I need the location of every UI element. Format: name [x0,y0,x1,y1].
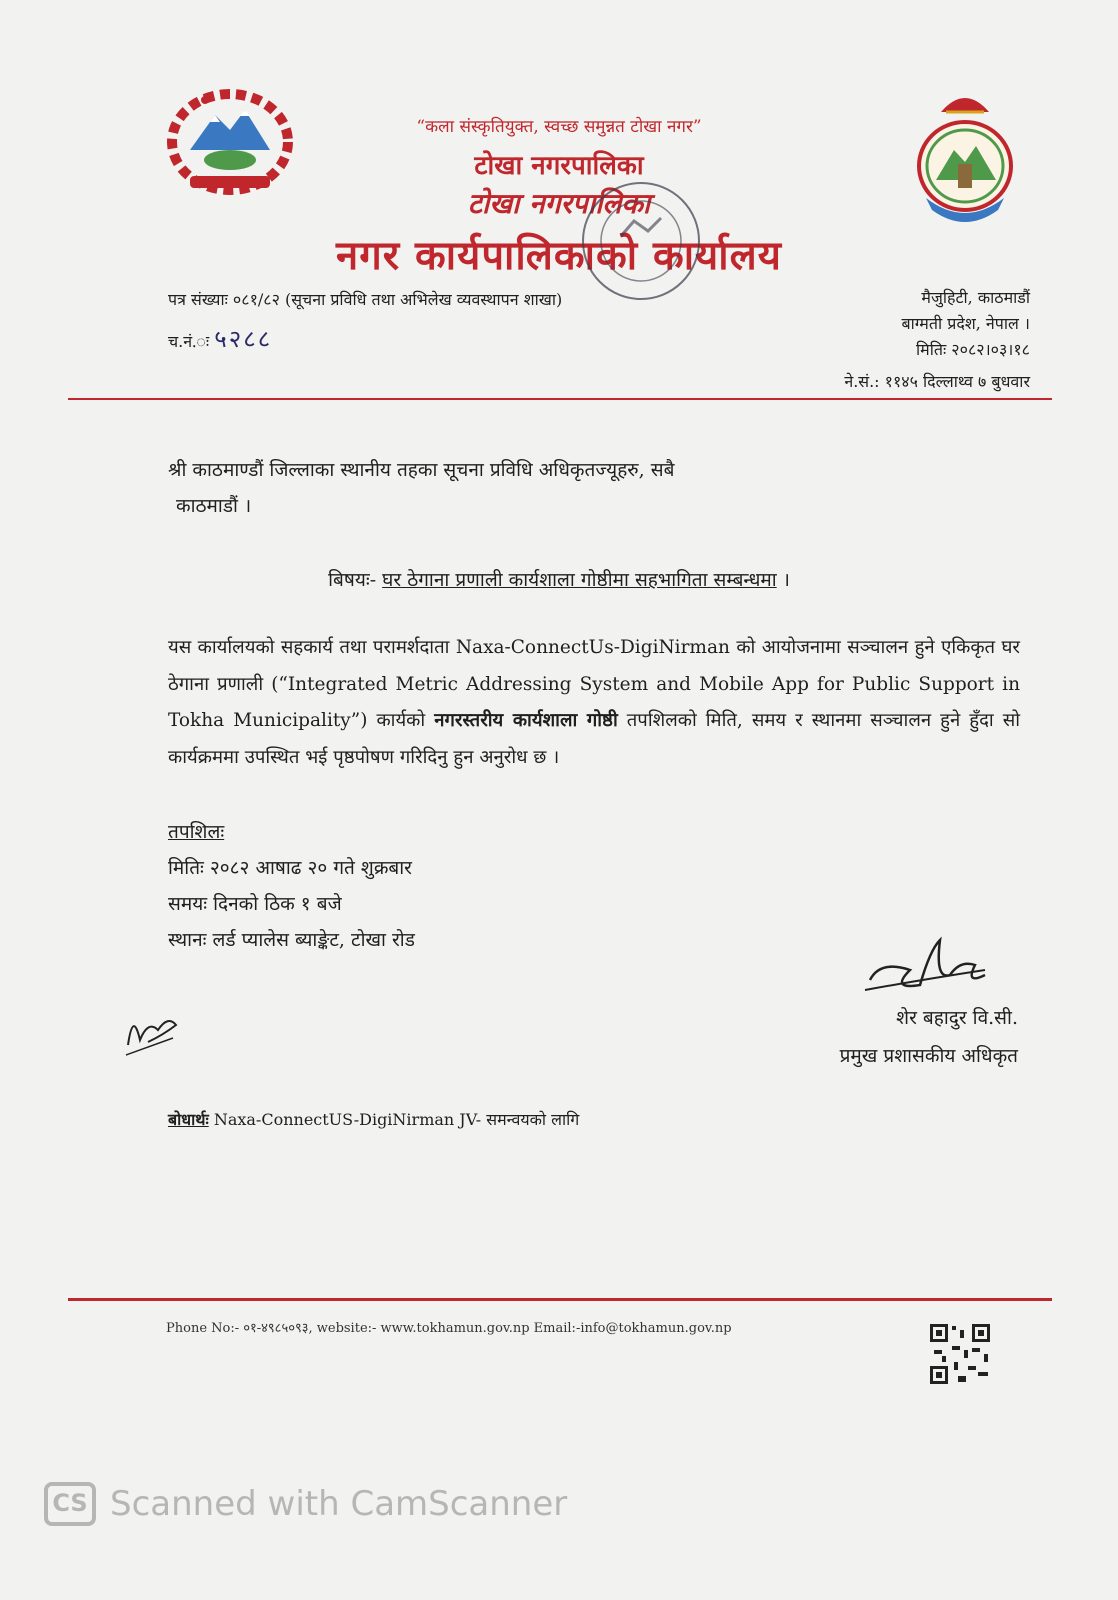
camscanner-logo-icon: CS [44,1482,96,1526]
official-stamp-icon [576,176,706,306]
details-heading: तपशिलः [168,821,225,843]
office-title: नगर कार्यपालिकाको कार्यालय [336,232,782,279]
municipality-slogan: “कला संस्कृतियुक्त, स्वच्छ समुन्नत टोखा नगर” [416,117,702,137]
office-address-line1: मैजुहिटी, काठमाडौं [921,288,1030,307]
signer-name: शेर बहादुर वि.सी. [896,1007,1018,1029]
subject-line [0,566,1118,592]
qr-code-icon [928,1322,992,1386]
nepal-sambat-date: ने.सं.: ११४५ दिल्लाथ्व ७ बुधवार [844,372,1030,391]
paragraph-bold-text: नगरस्तरीय कार्यशाला गोष्ठी [434,710,618,731]
subject-label: बिषयः- [328,569,377,591]
addressee-line2: काठमाडौं । [176,495,252,517]
cc-text: Naxa-ConnectUS-DigiNirman JV- समन्वयको लागि [213,1110,580,1129]
office-address-line2: बाग्मती प्रदेश, नेपाल । [901,314,1030,333]
subject-end: । [782,569,790,591]
footer-divider [68,1298,1052,1301]
dispatch-number: ५२८८ [214,325,273,353]
paragraph-text-part2: तपशिलको मिति, समय र स्थानमा सञ्चालन हुने हुँदा सो कार्यक्रममा उपस्थित भई पृष्ठपोषण गरिदिनु हुन अनुरोध छ । [168,710,1020,768]
paragraph-text-part1: यस कार्यालयको सहकार्य तथा परामर्शदाता Naxa-ConnectUs-DigiNirman को आयोजनामा सञ्चालन हुने एकिकृत घर ठेगाना प्रणाली (“Integrated Metric Addressing System and Mobile App for Public Support in Tokha Municipality”) कार्यको [168,637,1020,731]
handwritten-signature [850,930,1010,1050]
office-name-secondary: टोखा नगरपालिका [467,187,651,220]
detail-place: स्थानः लर्ड प्यालेस ब्याङ्केट, टोखा रोड [168,929,415,951]
subject-text: घर ठेगाना प्रणाली कार्यशाला गोष्ठीमा सहभागिता सम्बन्धमा [382,569,777,591]
addressee-line1: श्री काठमाण्डौं जिल्लाका स्थानीय तहका सूचना प्रविधि अधिकृतज्यूहरु, सबै [168,459,675,481]
detail-date: मितिः २०८२ आषाढ २० गते शुक्रबार [168,857,412,879]
detail-time: समयः दिनको ठिक १ बजे [168,893,342,915]
header-divider [68,398,1052,400]
cc-label: बोधार्थः [168,1110,209,1129]
dispatch-number-row [168,322,272,355]
signer-designation: प्रमुख प्रशासकीय अधिकृत [839,1045,1018,1067]
office-name: टोखा नगरपालिका [474,151,644,181]
letter-number: पत्र संख्याः ०८१/८२ (सूचना प्रविधि तथा अभिलेख व्यवस्थापन शाखा) [168,290,563,309]
cc-line [168,1108,579,1130]
nepal-emblem-icon [160,80,300,200]
dispatch-label: च.नं.ः [168,332,210,351]
camscanner-watermark-text: Scanned with CamScanner [110,1484,568,1524]
initials-mark [118,1000,188,1060]
letter-date: मितिः २०८२।०३।१८ [916,340,1030,359]
footer-contact: Phone No:- ०१-४९८५०९३, website:- www.tokhamun.gov.np Email:-info@tokhamun.gov.np [166,1321,732,1336]
letter-body-paragraph [168,630,1020,776]
